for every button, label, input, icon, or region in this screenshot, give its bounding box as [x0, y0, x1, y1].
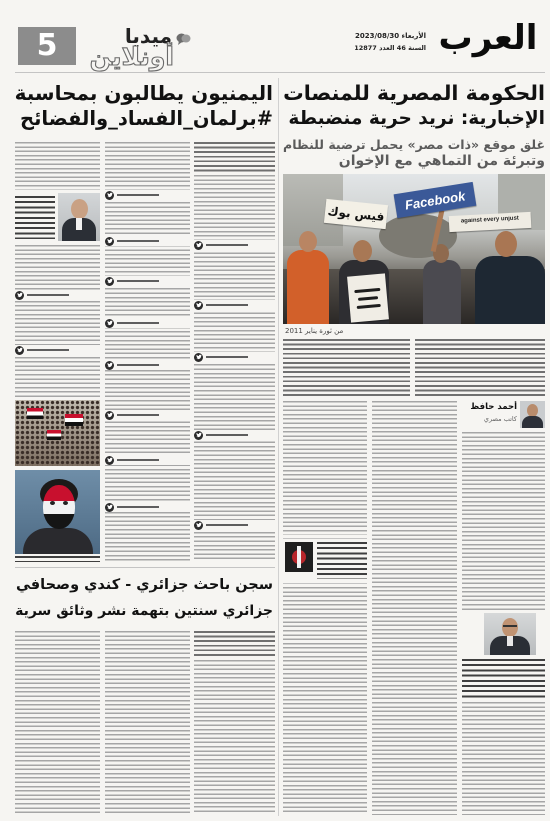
egypt-quote-lines: [462, 659, 545, 698]
twitter-bird-icon: [15, 346, 24, 355]
website-logo-icon: [285, 542, 313, 572]
pull-quote-rule-top: [283, 538, 367, 539]
twitter-bird-icon: [105, 191, 114, 200]
egypt-body-column-2: [372, 401, 457, 815]
egypt-intro-column-right: [415, 339, 545, 397]
tweet-row: [194, 240, 275, 250]
portrait-glasses: [503, 625, 517, 627]
byline-portrait: [520, 401, 545, 428]
speech-bubble-icon: [176, 31, 191, 45]
tweet-row: [105, 502, 190, 512]
yemen-body-column-3: [15, 142, 100, 190]
algeria-headline-line-2: جزائري سنتين بتهمة نشر وثائق سرية: [15, 603, 273, 619]
algeria-body-column-2: [105, 631, 190, 815]
portrait-head: [71, 199, 88, 219]
section-subtitle: أونلاين: [89, 42, 174, 71]
protest-photo-caption: من ثورة يناير 2011: [285, 327, 344, 335]
english-slogan-sign-text: against every unjust: [460, 215, 520, 225]
sign-scribble: [357, 303, 381, 308]
portrait-shirt: [76, 218, 82, 230]
byline-role: كاتب مصري: [483, 415, 517, 423]
portrait-shirt: [507, 636, 513, 646]
pull-quote-lines: [317, 542, 367, 579]
protester-head: [299, 231, 317, 252]
tweet-handle: [206, 244, 248, 246]
algeria-headline-line-1: سجن باحث جزائري - كندي وصحافي: [16, 577, 273, 593]
tweet-handle: [27, 294, 69, 296]
yemen-headline-line-2: #برلمان_الفساد_والفضائح: [20, 107, 273, 130]
yemen-headline-line-1: اليمنيون يطالبون بمحاسبة: [15, 81, 273, 105]
header-rule: [15, 72, 545, 73]
twitter-bird-icon: [105, 503, 114, 512]
painted-face: [43, 485, 75, 529]
egypt-headline-line-2: الإخبارية: نريد حرية منضبطة: [288, 108, 545, 129]
byline-name: أحمد حافظ: [470, 402, 517, 412]
twitter-bird-icon: [194, 521, 203, 530]
algeria-body-column-3: [15, 631, 100, 815]
protester-head: [495, 231, 517, 257]
tweet-handle: [117, 240, 159, 242]
egypt-subheadline-line-1: غلق موقع «ذات مصر» يحمل ترضية للنظام: [283, 137, 545, 152]
tweet-row: [194, 352, 275, 362]
twitter-bird-icon: [105, 361, 114, 370]
tweet-handle: [117, 506, 159, 508]
tweet-handle: [206, 356, 248, 358]
tweet-row: [105, 190, 190, 200]
tweet-handle: [206, 524, 248, 526]
protester-back: [423, 260, 461, 324]
protester-head: [353, 240, 372, 262]
facebook-sign-text: Facebook: [403, 187, 467, 213]
tweet-row: [105, 410, 190, 420]
handwritten-sign: [347, 273, 389, 322]
sign-scribble: [354, 287, 380, 292]
newspaper-logo: العرب: [438, 18, 538, 58]
algeria-body-column-1: [194, 660, 275, 815]
twitter-bird-icon: [105, 237, 114, 246]
person-eye: [63, 501, 68, 505]
twitter-bird-icon: [105, 456, 114, 465]
yemen-body-column-1: [194, 175, 275, 562]
yemen-body-column-3b: [15, 245, 100, 397]
tweet-handle: [27, 349, 69, 351]
egypt-subheadline-line-2: وتبرئة من التماهي مع الإخوان: [338, 153, 545, 169]
tweet-row: [105, 318, 190, 328]
tweet-row: [105, 276, 190, 286]
sign-scribble: [358, 296, 378, 301]
person-shoulders: [23, 528, 93, 554]
tweet-handle: [117, 414, 159, 416]
tweet-handle: [206, 434, 248, 436]
tweet-handle: [206, 304, 248, 306]
protester-right: [475, 256, 545, 324]
tweet-row: [194, 520, 275, 530]
yemen-intro-column: [194, 142, 275, 172]
tweet-row: [15, 290, 100, 300]
egypt-headline-line-1: الحكومة المصرية للمنصات: [283, 81, 545, 105]
tweet-handle: [117, 459, 159, 461]
twitter-bird-icon: [194, 431, 203, 440]
tweet-row: [105, 360, 190, 370]
logo-mark: [297, 546, 301, 568]
egypt-body-column-1b: [462, 702, 545, 815]
egypt-body-column-3b: [283, 587, 367, 815]
issue-date: الأربعاء 2023/08/30: [355, 32, 426, 40]
portrait-head: [502, 618, 518, 637]
twitter-bird-icon: [105, 411, 114, 420]
official-portrait: [484, 613, 536, 655]
tweet-row: [105, 236, 190, 246]
section-divider: [278, 78, 279, 816]
egypt-intro-column-left: [283, 339, 410, 397]
lawmaker-portrait: [58, 193, 100, 241]
lawmaker-quote-lines: [15, 196, 55, 239]
tweet-row: [194, 430, 275, 440]
tweet-row: [105, 455, 190, 465]
protester-orange-shirt: [287, 250, 329, 324]
algeria-intro-column: [194, 631, 275, 657]
yemeni-flag: [27, 408, 43, 419]
page-number: 5: [36, 28, 58, 63]
yemen-body-column-2: [105, 142, 190, 562]
egypt-body-column-3: [283, 401, 367, 535]
twitter-bird-icon: [105, 277, 114, 286]
facebook-sign: [394, 182, 477, 218]
tweet-handle: [117, 194, 159, 196]
issue-number: السنة 46 العدد 12877: [354, 44, 426, 52]
section-title: ميديا: [124, 24, 172, 48]
arabic-facebook-sign-text: فيس بوك: [326, 204, 386, 224]
portrait-suit: [522, 416, 543, 428]
tweet-row: [15, 345, 100, 355]
twitter-bird-icon: [194, 241, 203, 250]
page-number-box: [18, 27, 76, 65]
pull-quote-rule-bottom: [283, 583, 367, 584]
tweet-handle: [117, 322, 159, 324]
face-paint-photo: [15, 470, 100, 554]
person-eye: [50, 501, 55, 505]
tweet-row: [194, 300, 275, 310]
yemeni-flag: [65, 414, 83, 426]
twitter-bird-icon: [15, 291, 24, 300]
tweet-handle: [117, 364, 159, 366]
twitter-bird-icon: [194, 301, 203, 310]
twitter-bird-icon: [194, 353, 203, 362]
egypt-body-column-1: [462, 432, 545, 610]
protest-photo: [283, 174, 545, 324]
tweet-handle: [117, 280, 159, 282]
crowd-photo: [15, 400, 100, 466]
yemeni-flag: [47, 430, 61, 440]
article-separator: [15, 567, 275, 568]
twitter-bird-icon: [105, 319, 114, 328]
face-paint-photo-caption: [15, 556, 100, 562]
